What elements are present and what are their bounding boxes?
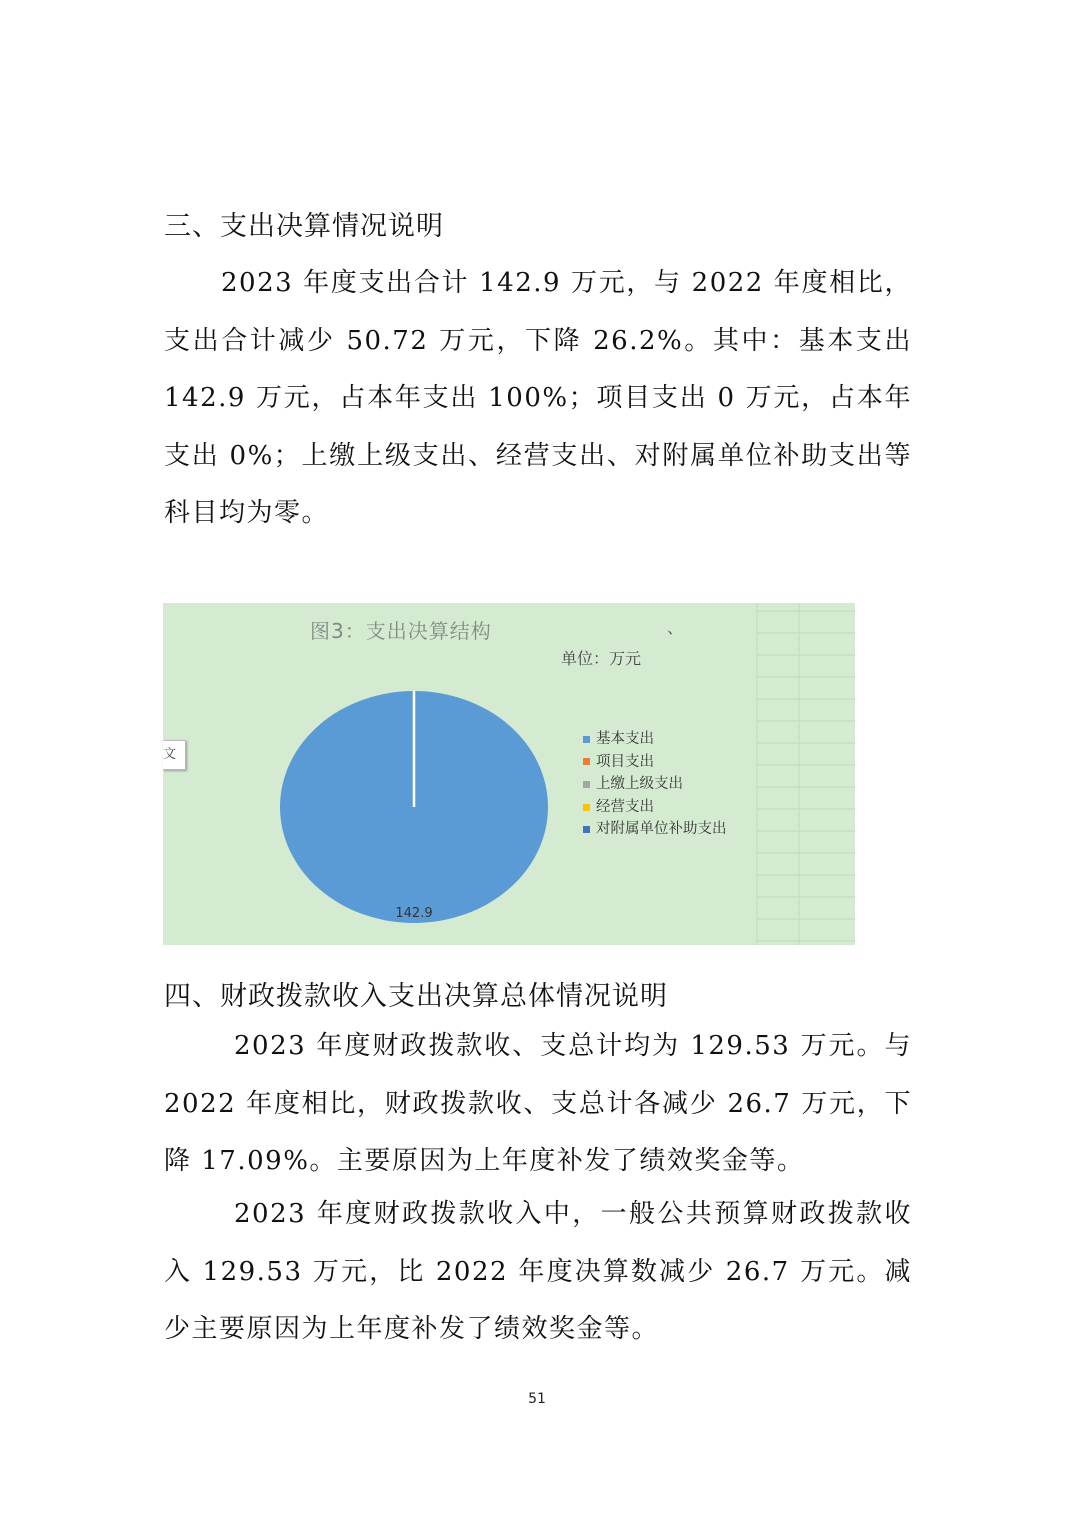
expenditure-structure-chart (163, 603, 855, 945)
legend-swatch (583, 781, 590, 788)
section-4-paragraph-2: 2023 年度财政拨款收入中，一般公共预算财政拨款收入 129.53 万元，比 2022 年度决算数减少 26.7 万元。减少主要原因为上年度补发了绩效奖金等。 (164, 1199, 912, 1344)
legend-swatch (583, 826, 590, 833)
chart-side-tab: 文 (163, 740, 186, 770)
legend-label: 上缴上级支出 (596, 776, 683, 793)
section-3-paragraph: 2023 年度支出合计 142.9 万元，与 2022 年度相比，支出合计减少 50.72 万元，下降 26.2%。其中：基本支出 142.9 万元，占本年支出 100%；项目支出 0 万元，占本年支出 0%；上缴上级支出、经营支出、对附属单位补助支出等科目均为零。 (164, 268, 912, 528)
chart-title: 图3：支出决算结构 (310, 619, 492, 643)
section-4-heading: 四、财政拨款收入支出决算总体情况说明 (164, 981, 668, 1012)
legend-item (583, 751, 727, 774)
legend-item (583, 796, 727, 819)
legend-item (583, 773, 727, 796)
page-number: 51 (528, 1391, 546, 1407)
chart-unit-label: 单位：万元 (561, 649, 642, 668)
section-3-heading: 三、支出决算情况说明 (164, 211, 444, 242)
legend-swatch (583, 804, 590, 811)
legend-item (583, 818, 727, 841)
pie-chart (163, 603, 855, 945)
section-4-paragraph-1: 2023 年度财政拨款收、支总计均为 129.53 万元。与 2022 年度相比，财政拨款收、支总计各减少 26.7 万元，下降 17.09%。主要原因为上年度补发了绩效奖金等。 (164, 1031, 912, 1176)
legend-label: 项目支出 (596, 753, 654, 770)
legend-swatch (583, 758, 590, 765)
legend-swatch (583, 736, 590, 743)
chart-legend (583, 728, 727, 841)
legend-label: 对附属单位补助支出 (596, 821, 727, 838)
legend-item (583, 728, 727, 751)
legend-label: 经营支出 (596, 798, 654, 815)
chart-title-mark: 、 (667, 618, 684, 637)
legend-label: 基本支出 (596, 731, 654, 747)
pie-data-label: 142.9 (395, 906, 433, 921)
